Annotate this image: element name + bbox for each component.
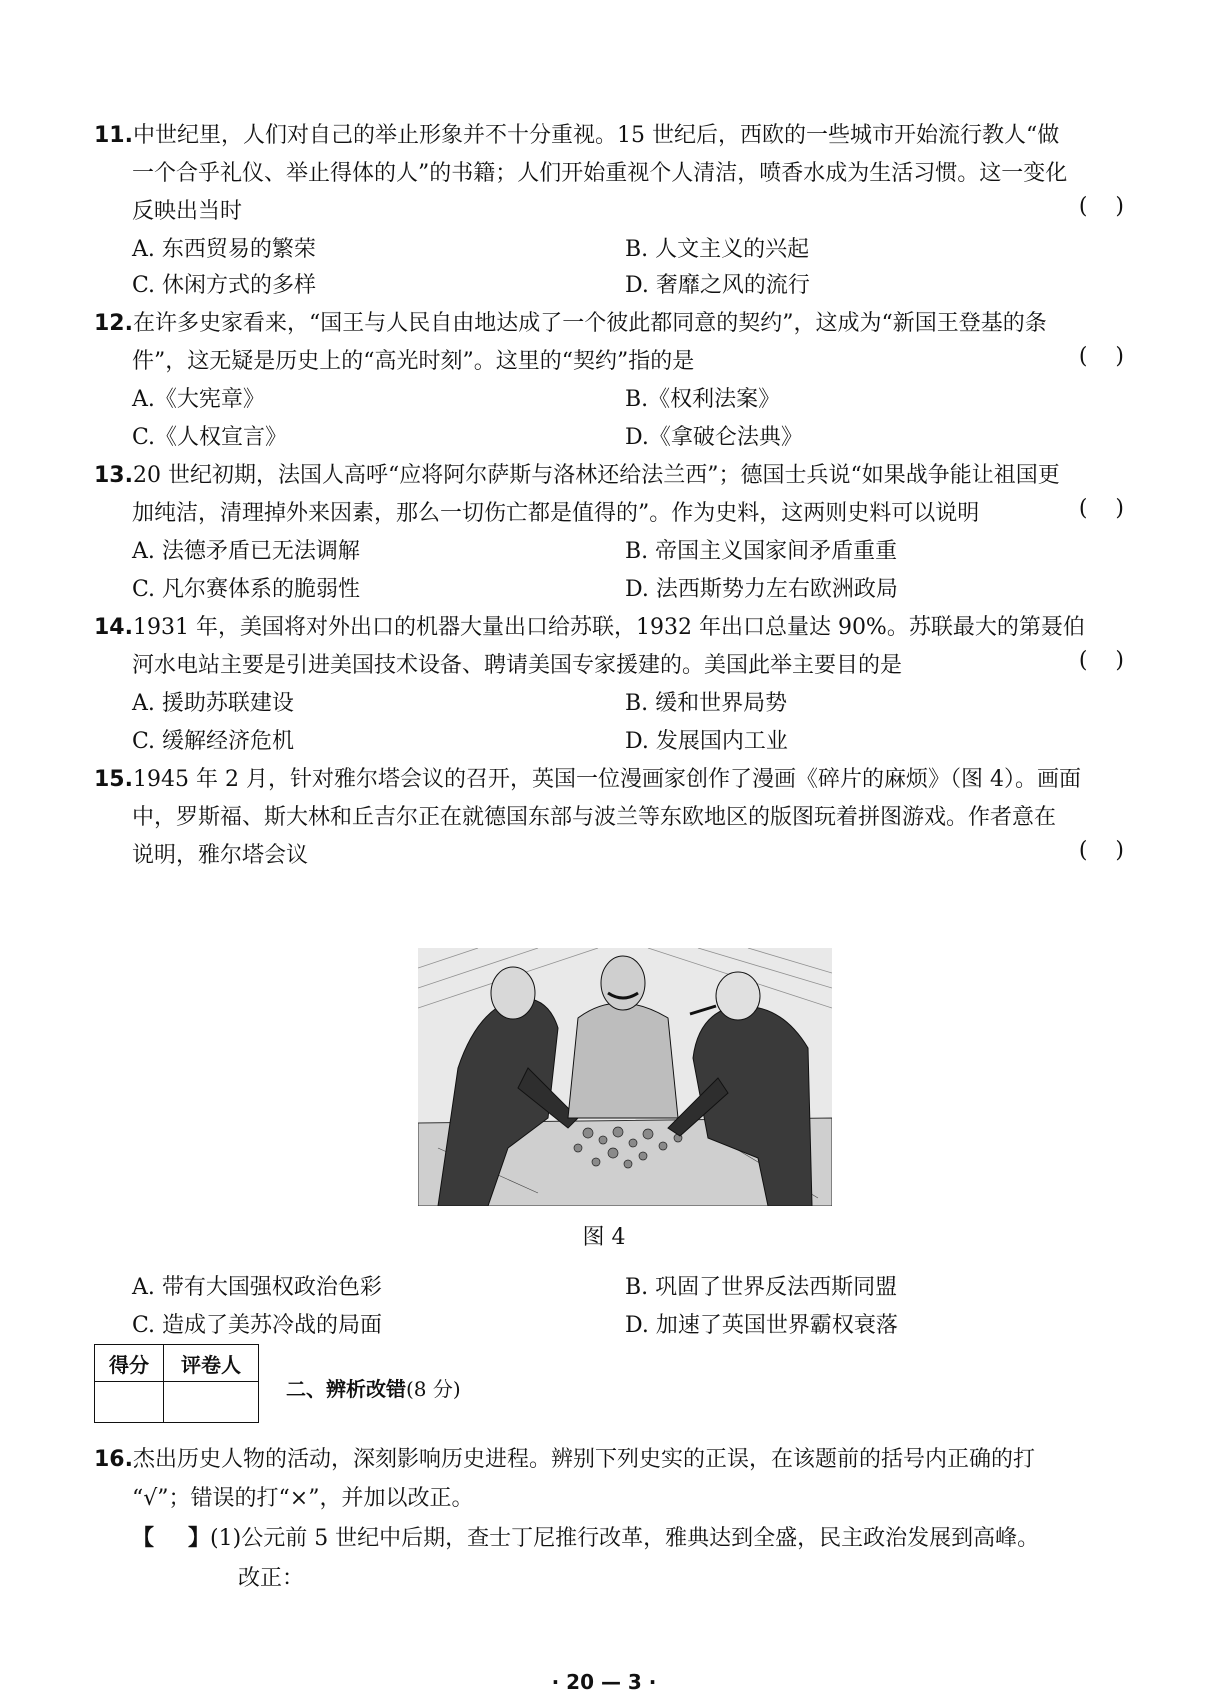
question-number: 15. (94, 767, 133, 792)
question-number: 11. (94, 123, 133, 148)
option-c: C.《人权宣言》 (132, 425, 288, 450)
question-number: 16. (94, 1447, 133, 1472)
option-d: D. 奢靡之风的流行 (625, 273, 810, 298)
grader-cell[interactable] (164, 1382, 259, 1423)
score-cell[interactable] (95, 1382, 164, 1423)
option-d: D. 法西斯势力左右欧洲政局 (625, 577, 898, 602)
question-text: 反映出当时 (132, 199, 243, 224)
bracket-open: 【 (132, 1526, 155, 1551)
bracket-close: 】 (188, 1526, 211, 1551)
option-c: C. 造成了美苏冷战的局面 (132, 1313, 383, 1338)
section-points: (8 分) (406, 1377, 461, 1401)
question-text: 中，罗斯福、斯大林和丘吉尔正在就德国东部与波兰等东欧地区的版图玩着拼图游戏。作者意在 (132, 805, 1057, 830)
question-text: 杰出历史人物的活动，深刻影响历史进程。辨别下列史实的正误，在该题前的括号内正确的打 (132, 1447, 1035, 1472)
option-d: D. 加速了英国世界霸权衰落 (625, 1313, 898, 1338)
option-a: A. 援助苏联建设 (132, 691, 294, 716)
question-text: 1931 年，美国将对外出口的机器大量出口给苏联，1932 年出口总量达 90%。苏联最大的第聂伯 (132, 615, 1085, 640)
question-number: 12. (94, 311, 133, 336)
section-title-text: 二、辨析改错 (286, 1377, 406, 1401)
question-text: 中世纪里，人们对自己的举止形象并不十分重视。15 世纪后，西欧的一些城市开始流行教人“做 (132, 123, 1060, 148)
question-text: 河水电站主要是引进美国技术设备、聘请美国专家援建的。美国此举主要目的是 (132, 653, 903, 678)
score-header: 得分 (95, 1345, 164, 1382)
question-number: 13. (94, 463, 133, 488)
option-c: C. 缓解经济危机 (132, 729, 295, 754)
question-text: 件”，这无疑是历史上的“高光时刻”。这里的“契约”指的是 (132, 349, 695, 374)
option-a: A. 东西贸易的繁荣 (132, 237, 316, 262)
option-b: B.《权利法案》 (625, 387, 781, 412)
option-b: B. 人文主义的兴起 (625, 237, 810, 262)
option-a: A. 带有大国强权政治色彩 (132, 1275, 382, 1300)
option-b: B. 缓和世界局势 (625, 691, 788, 716)
answer-paren: ( ) (1078, 344, 1124, 369)
page-number: · 20 — 3 · (551, 1670, 657, 1694)
answer-paren: ( ) (1078, 838, 1124, 863)
figure-caption: 图 4 (582, 1225, 626, 1250)
score-table (94, 1344, 259, 1423)
option-b: B. 帝国主义国家间矛盾重重 (625, 539, 898, 564)
question-text: 1945 年 2 月，针对雅尔塔会议的召开，英国一位漫画家创作了漫画《碎片的麻烦》（图 4）。画面 (132, 767, 1081, 792)
question-text: 一个合乎礼仪、举止得体的人”的书籍；人们开始重视个人清洁，喷香水成为生活习惯。这一变化 (132, 161, 1068, 186)
option-b: B. 巩固了世界反法西斯同盟 (625, 1275, 898, 1300)
answer-paren: ( ) (1078, 648, 1124, 673)
question-text: “√”；错误的打“×”，并加以改正。 (132, 1486, 474, 1511)
option-a: A. 法德矛盾已无法调解 (132, 539, 360, 564)
cartoon-illustration (418, 948, 832, 1206)
question-number: 14. (94, 615, 133, 640)
question-text: 在许多史家看来，“国王与人民自由地达成了一个彼此都同意的契约”，这成为“新国王登基的条 (132, 311, 1047, 336)
option-d: D.《拿破仑法典》 (625, 425, 803, 450)
option-a: A.《大宪章》 (132, 387, 265, 412)
option-d: D. 发展国内工业 (625, 729, 788, 754)
sub-item-text: (1)公元前 5 世纪中后期，查士丁尼推行改革，雅典达到全盛，民主政治发展到高峰。 (210, 1526, 1040, 1551)
question-text: 说明，雅尔塔会议 (132, 843, 309, 868)
answer-paren: ( ) (1078, 496, 1124, 521)
question-text: 加纯洁，清理掉外来因素，那么一切伤亡都是值得的”。作为史料，这两则史料可以说明 (132, 501, 980, 526)
sub-item-1 (132, 1521, 1039, 1552)
option-c: C. 休闲方式的多样 (132, 273, 317, 298)
answer-paren: ( ) (1078, 194, 1124, 219)
option-c: C. 凡尔赛体系的脆弱性 (132, 577, 361, 602)
section-title (286, 1373, 461, 1402)
correction-label: 改正： (238, 1566, 305, 1591)
grader-header: 评卷人 (164, 1345, 259, 1382)
question-text: 20 世纪初期，法国人高呼“应将阿尔萨斯与洛林还给法兰西”；德国士兵说“如果战争能让祖国更 (132, 463, 1060, 488)
